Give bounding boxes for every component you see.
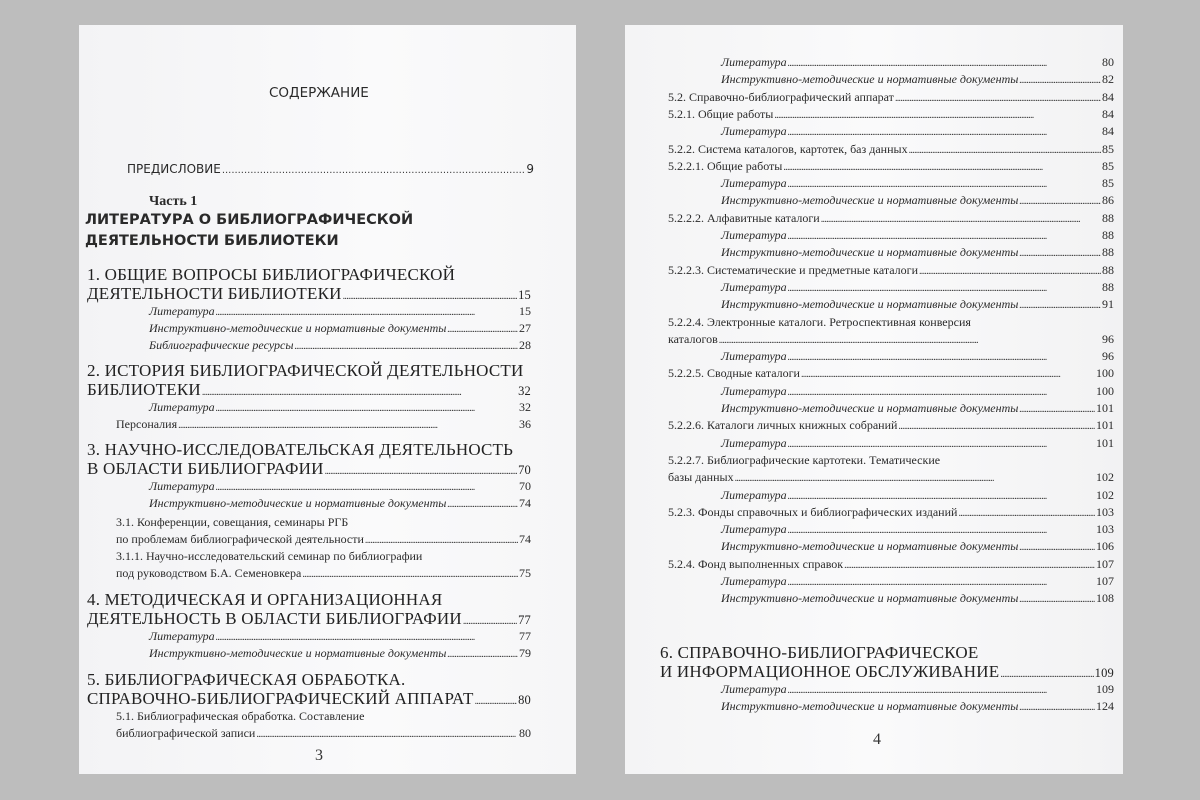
entry-title: Литература <box>721 435 787 450</box>
leader-dots <box>216 629 518 644</box>
toc-entry[interactable] <box>721 682 1114 697</box>
leader-dots <box>788 488 1095 503</box>
entry-title: 5.2.2.5. Сводные каталоги <box>668 366 800 381</box>
entry-page: 88 <box>1102 228 1114 242</box>
toc-entry[interactable] <box>721 297 1114 312</box>
leader-dots <box>1019 72 1101 87</box>
entry-page: 15 <box>519 304 531 318</box>
section-2-title-line1: 2. ИСТОРИЯ БИБЛИОГРАФИЧЕСКОЙ ДЕЯТЕЛЬНОСТИ <box>87 361 524 380</box>
entry-title: ДЕЯТЕЛЬНОСТЬ В ОБЛАСТИ БИБЛИОГРАФИИ <box>87 609 462 628</box>
entry-title: 5.2. Справочно-библиографический аппарат <box>668 89 894 104</box>
part-title-line2: ДЕЯТЕЛЬНОСТИ БИБЛИОТЕКИ <box>85 233 339 249</box>
entry-title: Инструктивно-методические и нормативные документы <box>721 297 1019 312</box>
entry-page: 70 <box>518 463 531 477</box>
leader-dots <box>178 417 518 432</box>
leader-dots <box>735 470 1095 485</box>
entry-title-line1: 3.1. Конференции, совещания, семинары РГБ <box>116 515 349 529</box>
entry-title: Литература <box>149 304 215 318</box>
toc-entry[interactable] <box>721 591 1114 606</box>
entry-title: по проблемам библиографической деятельности <box>116 532 364 546</box>
left-page <box>79 25 576 774</box>
toc-entry[interactable] <box>721 280 1114 295</box>
leader-dots <box>294 338 518 353</box>
entry-title: Литература <box>721 176 787 191</box>
entry-title: Литература <box>721 124 787 139</box>
toc-entry[interactable] <box>668 159 1114 174</box>
entry-title: Литература <box>721 55 787 69</box>
toc-entry[interactable] <box>668 107 1114 122</box>
leader-dots <box>1019 401 1095 416</box>
toc-entry[interactable] <box>149 629 531 644</box>
entry-title: Инструктивно-методические и нормативные документы <box>721 245 1019 260</box>
leader-dots <box>216 304 518 319</box>
entry-page: 88 <box>1102 279 1114 294</box>
leader-dots <box>463 609 517 629</box>
entry-title: БИБЛИОТЕКИ <box>87 380 201 399</box>
entry-title-line1: 3.1.1. Научно-исследовательский семинар по библиографии <box>116 549 423 563</box>
entry-page: 9 <box>526 162 534 176</box>
toc-entry[interactable] <box>721 228 1114 243</box>
entry-title: 5.2.2.3. Систематические и предметные каталоги <box>668 262 918 277</box>
toc-entry-section-2[interactable] <box>87 380 531 400</box>
toc-entry[interactable] <box>668 366 1114 381</box>
entry-title: Литература <box>721 522 787 537</box>
leader-dots <box>788 124 1101 139</box>
leader-dots <box>365 532 518 547</box>
entry-page: 102 <box>1096 487 1114 502</box>
entry-page: 88 <box>1102 245 1114 260</box>
entry-page: 80 <box>519 726 531 740</box>
section-4-title-line1: 4. МЕТОДИЧЕСКАЯ И ОРГАНИЗАЦИОННАЯ <box>87 590 443 609</box>
entry-title: 5.2.2.6. Каталоги личных книжных собраний <box>668 418 898 433</box>
entry-title: Инструктивно-методические и нормативные документы <box>149 646 447 660</box>
entry-page: 101 <box>1096 435 1114 450</box>
entry-title: Литература <box>721 682 787 696</box>
entry-title: 5.2.2.2. Алфавитные каталоги <box>668 210 820 225</box>
entry-title-line1: 5.2.2.7. Библиографические картотеки. Тематические <box>668 452 941 467</box>
entry-page: 88 <box>1102 210 1114 225</box>
leader-dots <box>1019 699 1095 714</box>
entry-title: Литература <box>721 349 787 364</box>
leader-dots <box>1019 193 1101 208</box>
toc-entry-section-1[interactable] <box>87 284 531 304</box>
entry-page: 109 <box>1094 666 1114 680</box>
leader-dots <box>788 55 1101 70</box>
leader-dots <box>302 566 518 581</box>
entry-title: И ИНФОРМАЦИОННОЕ ОБСЛУЖИВАНИЕ <box>660 662 1000 681</box>
toc-entry[interactable] <box>149 304 531 319</box>
toc-entry[interactable] <box>721 488 1114 503</box>
entry-title: Инструктивно-методические и нормативные документы <box>721 539 1019 554</box>
toc-entry[interactable] <box>721 55 1114 70</box>
toc-entry[interactable] <box>116 726 531 741</box>
entry-page: 80 <box>518 693 531 707</box>
toc-entry[interactable] <box>149 479 531 494</box>
entry-title: Инструктивно-методические и нормативные документы <box>721 401 1019 415</box>
entry-title: Литература <box>149 629 215 643</box>
entry-page: 88 <box>1102 262 1114 277</box>
entry-page: 101 <box>1096 418 1114 433</box>
entry-title: библиографической записи <box>116 726 256 740</box>
entry-page: 85 <box>1102 176 1114 191</box>
entry-title: Инструктивно-методические и нормативные документы <box>721 193 1019 208</box>
entry-page: 74 <box>519 532 531 546</box>
toc-entry[interactable] <box>668 263 1114 278</box>
toc-heading: СОДЕРЖАНИЕ <box>269 85 369 101</box>
leader-dots <box>256 726 518 741</box>
leader-dots <box>788 228 1101 243</box>
leader-dots <box>898 418 1095 433</box>
entry-page: 102 <box>1096 470 1114 485</box>
entry-title: 5.2.3. Фонды справочных и библиографических изданий <box>668 504 958 519</box>
leader-dots <box>788 280 1101 295</box>
leader-dots <box>216 479 518 494</box>
entry-title: Литература <box>149 400 215 414</box>
entry-page: 77 <box>518 613 531 627</box>
entry-page: 84 <box>1102 124 1114 139</box>
leader-dots <box>801 366 1095 381</box>
toc-entry[interactable] <box>721 699 1114 714</box>
toc-entry[interactable] <box>116 566 531 581</box>
entry-title-line1: 5.2.2.4. Электронные каталоги. Ретроспективная конверсия <box>668 314 971 329</box>
toc-entry[interactable] <box>149 496 531 511</box>
leader-dots <box>783 159 1101 174</box>
entry-title: Библиографические ресурсы <box>149 338 294 352</box>
toc-entry[interactable] <box>668 418 1114 433</box>
toc-entry[interactable] <box>721 436 1114 451</box>
section-1-title-line1: 1. ОБЩИЕ ВОПРОСЫ БИБЛИОГРАФИЧЕСКОЙ <box>87 265 456 284</box>
toc-entry[interactable] <box>149 646 531 661</box>
page-number: 3 <box>315 747 323 764</box>
toc-entry[interactable] <box>721 384 1114 399</box>
toc-entry[interactable] <box>149 321 531 336</box>
entry-page: 96 <box>1102 349 1114 364</box>
entry-page: 28 <box>519 338 531 352</box>
entry-title: Литература <box>721 279 787 294</box>
toc-entry[interactable] <box>668 557 1114 572</box>
entry-page: 107 <box>1096 574 1114 588</box>
leader-dots <box>821 211 1101 226</box>
entry-title: Инструктивно-методические и нормативные документы <box>721 591 1019 606</box>
entry-title: Литература <box>721 574 787 588</box>
entry-page: 82 <box>1102 72 1114 87</box>
entry-page: 32 <box>518 384 531 398</box>
entry-page: 106 <box>1096 539 1114 554</box>
entry-title: ДЕЯТЕЛЬНОСТИ БИБЛИОТЕКИ <box>87 284 342 303</box>
toc-entry[interactable] <box>721 574 1114 589</box>
section-6-title-line1: 6. СПРАВОЧНО-БИБЛИОГРАФИЧЕСКОЕ <box>660 643 979 662</box>
entry-title: Литература <box>721 383 787 398</box>
leader-dots <box>216 400 518 415</box>
leader-dots <box>788 384 1095 399</box>
toc-entry[interactable] <box>721 349 1114 364</box>
leader-dots <box>788 682 1095 697</box>
entry-page: 36 <box>519 417 531 431</box>
toc-entry[interactable] <box>668 142 1114 157</box>
toc-entry[interactable] <box>721 539 1114 554</box>
entry-title: Литература <box>721 228 787 242</box>
entry-title: Литература <box>721 487 787 502</box>
entry-title: Литература <box>149 479 215 493</box>
leader-dots <box>202 380 517 400</box>
entry-page: 91 <box>1102 297 1114 312</box>
toc-entry[interactable] <box>668 470 1114 485</box>
leader-dots <box>343 284 517 304</box>
part-title-line1: ЛИТЕРАТУРА О БИБЛИОГРАФИЧЕСКОЙ <box>85 212 414 228</box>
entry-page: 70 <box>519 479 531 493</box>
entry-title: Инструктивно-методические и нормативные документы <box>149 496 447 510</box>
leader-dots <box>1019 591 1095 606</box>
leader-dots <box>844 557 1095 572</box>
toc-entry[interactable] <box>721 522 1114 537</box>
toc-entry[interactable] <box>668 211 1114 226</box>
entry-page: 84 <box>1102 106 1114 121</box>
entry-page: 32 <box>519 400 531 414</box>
leader-dots <box>788 522 1095 537</box>
leader-dots <box>774 107 1101 122</box>
entry-title: Инструктивно-методические и нормативные документы <box>149 321 447 335</box>
toc-entry[interactable] <box>721 176 1114 191</box>
page-number: 4 <box>873 731 881 748</box>
right-page <box>625 25 1123 774</box>
leader-dots <box>222 162 526 176</box>
toc-entry-section-4[interactable] <box>87 609 531 629</box>
entry-title: Инструктивно-методические и нормативные документы <box>721 72 1019 87</box>
leader-dots <box>919 263 1101 278</box>
toc-entry[interactable] <box>149 400 531 415</box>
entry-page: 103 <box>1096 522 1114 537</box>
leader-dots <box>895 90 1101 105</box>
entry-title: Инструктивно-методические и нормативные документы <box>721 699 1019 713</box>
entry-page: 107 <box>1096 556 1114 571</box>
entry-title: под руководством Б.А. Семеновкера <box>116 566 302 580</box>
leader-dots <box>447 321 518 336</box>
toc-entry[interactable] <box>668 505 1114 520</box>
toc-entry[interactable] <box>721 401 1114 416</box>
leader-dots <box>475 689 518 709</box>
entry-page: 100 <box>1096 383 1114 398</box>
section-3-title-line1: 3. НАУЧНО-ИССЛЕДОВАТЕЛЬСКАЯ ДЕЯТЕЛЬНОСТЬ <box>87 440 514 459</box>
toc-entry[interactable] <box>668 90 1114 105</box>
toc-entry[interactable] <box>668 332 1114 347</box>
entry-page: 109 <box>1096 682 1114 696</box>
toc-entry[interactable] <box>721 245 1114 260</box>
leader-dots <box>788 574 1095 589</box>
entry-page: 77 <box>519 629 531 643</box>
entry-title: 5.2.4. Фонд выполненных справок <box>668 556 844 571</box>
leader-dots <box>1019 297 1101 312</box>
entry-title: 5.2.2. Система каталогов, картотек, баз данных <box>668 141 908 156</box>
entry-page: 86 <box>1102 193 1114 208</box>
leader-dots <box>1019 539 1095 554</box>
leader-dots <box>788 349 1101 364</box>
toc-entry[interactable] <box>721 72 1114 87</box>
entry-title: Персоналия <box>116 417 178 431</box>
leader-dots <box>719 332 1101 347</box>
leader-dots <box>1019 245 1101 260</box>
entry-page: 75 <box>519 566 531 580</box>
entry-title-line1: 5.1. Библиографическая обработка. Составление <box>116 709 365 723</box>
entry-page: 84 <box>1102 89 1114 104</box>
toc-entry-section-5[interactable] <box>87 689 531 709</box>
toc-entry-section-6[interactable] <box>660 662 1114 682</box>
entry-page: 80 <box>1102 55 1114 69</box>
entry-title: 5.2.1. Общие работы <box>668 106 774 121</box>
entry-page: 85 <box>1102 158 1114 173</box>
entry-page: 96 <box>1102 331 1114 346</box>
entry-page: 15 <box>518 288 531 302</box>
entry-page: 27 <box>519 321 531 335</box>
toc-entry-section-3[interactable] <box>87 459 531 479</box>
entry-title: каталогов <box>668 331 718 346</box>
leader-dots <box>909 142 1101 157</box>
section-5-title-line1: 5. БИБЛИОГРАФИЧЕСКАЯ ОБРАБОТКА. <box>87 670 406 689</box>
leader-dots <box>447 646 518 661</box>
entry-title: ПРЕДИСЛОВИЕ <box>127 162 221 176</box>
leader-dots <box>788 436 1095 451</box>
entry-title: базы данных <box>668 470 734 485</box>
leader-dots <box>447 496 518 511</box>
entry-page: 124 <box>1096 699 1114 713</box>
leader-dots <box>788 176 1101 191</box>
toc-entry[interactable] <box>116 532 531 547</box>
entry-title: СПРАВОЧНО-БИБЛИОГРАФИЧЕСКИЙ АППАРАТ <box>87 689 474 708</box>
entry-title: 5.2.2.1. Общие работы <box>668 158 783 173</box>
entry-page: 79 <box>519 646 531 660</box>
entry-page: 108 <box>1096 591 1114 606</box>
toc-entry-preface[interactable] <box>127 162 534 176</box>
toc-entry[interactable] <box>149 338 531 353</box>
toc-entry[interactable] <box>721 124 1114 139</box>
toc-entry[interactable] <box>116 417 531 432</box>
leader-dots <box>958 505 1095 520</box>
entry-page: 85 <box>1102 141 1114 156</box>
entry-page: 100 <box>1096 366 1114 381</box>
entry-page: 103 <box>1096 504 1114 519</box>
entry-page: 74 <box>519 496 531 510</box>
toc-entry[interactable] <box>721 193 1114 208</box>
leader-dots <box>325 459 518 479</box>
entry-title: В ОБЛАСТИ БИБЛИОГРАФИИ <box>87 459 324 478</box>
entry-page: 101 <box>1096 401 1114 415</box>
part-label: Часть 1 <box>149 194 198 209</box>
leader-dots <box>1000 662 1093 682</box>
